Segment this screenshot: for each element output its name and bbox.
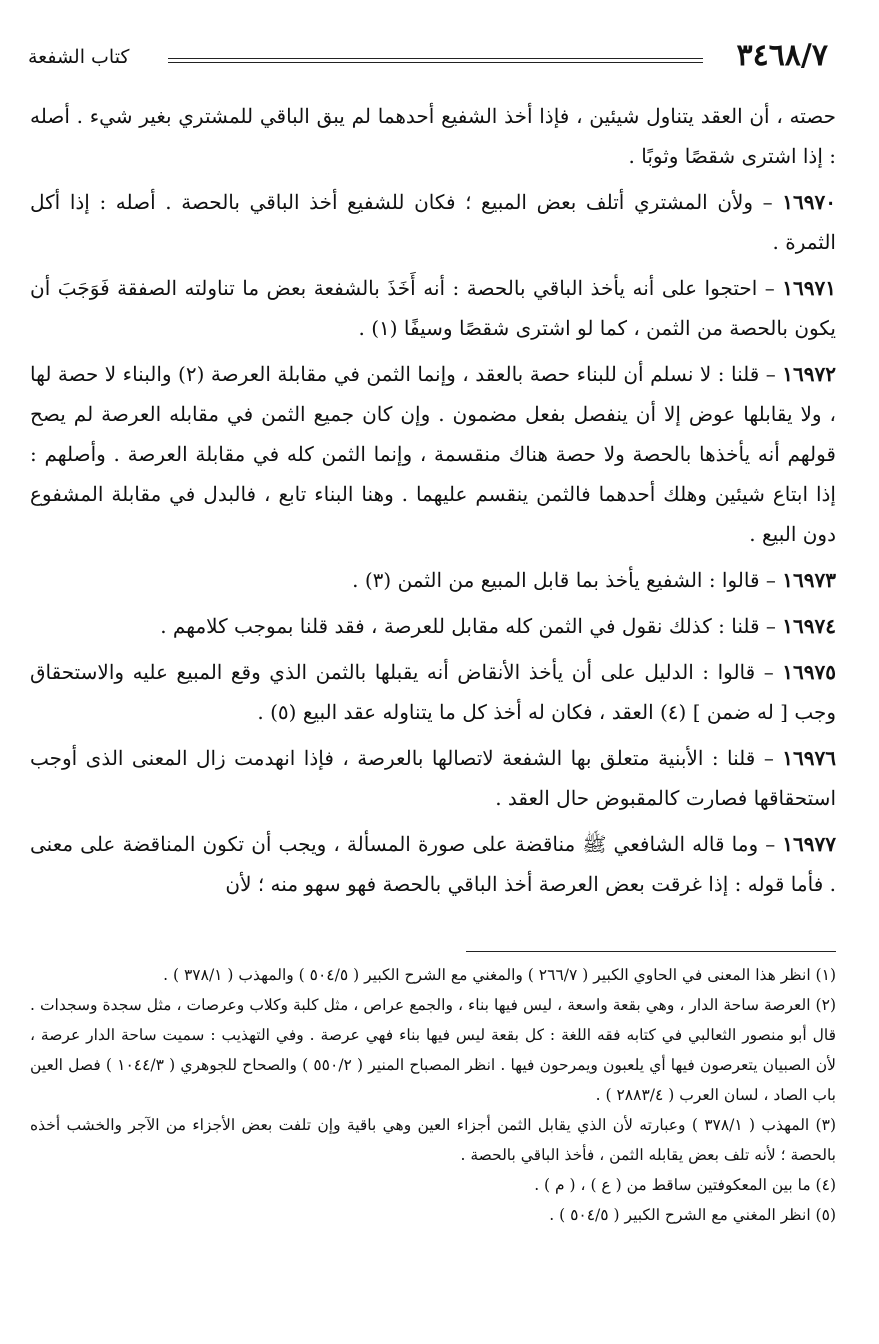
paragraph-16972 [30,354,836,554]
paragraph-16976 [30,738,836,818]
footnote-2: (٢) العرصة ساحة الدار ، وهي بقعة واسعة ، ليس فيها بناء ، والجمع عراص ، مثل كلبة وكلاب وعرصات ، مثل سجدة وسجدات . قال أبو منصور الثعالبي في كتابه فقه اللغة : كل بقعة ليس فيها بناء فهي عرصة . وفي التهذيب : سميت ساحة الدار عرصة ، لأن الصبيان يتعرصون فيها أي يلعبون ويمرحون فيها . انظر المصباح المنير ( ٥٥٠/٢ ) والصحاح للجوهري ( ١٠٤٤/٣ ) فصل العين باب الصاد ، لسان العرب ( ٢٨٨٣/٤ ) . [30,996,836,1104]
running-title: كتاب الشفعة [28,46,130,68]
paragraph-continuation [30,96,836,176]
footnotes [30,960,836,1230]
paragraph-text: – قلنا : لا نسلم أن للبناء حصة بالعقد ، وإنما الثمن في مقابلة العرصة (٢) والبناء لا حصة لها ، ولا يقابلها عوض إلا أن ينفصل بفعل مضمون . وإن كان جميع الثمن في مقابله العرصة لم يصح قولهم أنه يأخذها بالحصة ولا حصة هناك منقسمة ، وإنما الثمن كله في مقابلة العرصة . وأصلهم : إذا ابتاع شيئين وهلك أحدهما فالثمن ينقسم عليهما . وهنا البناء تابع ، فالبدل في مقابلة المشفوع دون البيع . [30,362,836,546]
paragraph-number: ١٦٩٧٢ [782,362,836,386]
header-double-rule [168,58,703,63]
footnote-3: (٣) المهذب ( ٣٧٨/١ ) وعبارته لأن الذي يقابل الثمن أجزاء العين وهي باقية وإن تلفت بعض الأجزاء من الآجر والخشب أخذه بالحصة ؛ لأنه تلف بعض يقابله الثمن ، فأخذ الباقي بالحصة . [30,1116,836,1164]
paragraph-text: – قالوا : الدليل على أن يأخذ الأنقاض أنه يقبلها بالثمن الذي وقع المبيع عليه والاستحقاق وجب [ له ضمن ] (٤) العقد ، فكان له أخذ كل ما يتناوله عقد البيع (٥) . [30,660,836,724]
paragraph-number: ١٦٩٧٧ [782,832,836,856]
paragraph-16977 [30,824,836,904]
paragraph-16975 [30,652,836,732]
page-number: ٣٤٦٨/٧ [736,38,828,73]
paragraph-text: – قالوا : الشفيع يأخذ بما قابل المبيع من الثمن (٣) . [352,568,783,592]
paragraph-16973 [30,560,836,600]
paragraph-number: ١٦٩٧٠ [782,190,836,214]
paragraph-text: – وما قاله الشافعي ﷺ مناقضة على صورة المسألة ، ويجب أن تكون المناقضة على معنى . فأما قوله : إذا غرقت بعض العرصة أخذ الباقي بالحصة فهو سهو منه ؛ لأن [30,832,836,896]
paragraph-text: – قلنا : الأبنية متعلق بها الشفعة لاتصالها بالعرصة ، فإذا انهدمت زال المعنى الذى أوجب استحقاقها فصارت كالمقبوض حال العقد . [30,746,836,810]
footnote-4: (٤) ما بين المعكوفتين ساقط من ( ع ) ، ( م ) . [534,1176,836,1194]
page-header [28,38,828,74]
paragraph-text: – احتجوا على أنه يأخذ الباقي بالحصة : أنه أَخَذَ بالشفعة بعض ما تناولته الصفقة فَوَجَبَ أن يكون بالحصة من الثمن ، كما لو اشترى شقصًا وسيفًا (١) . [30,276,836,340]
paragraph-text: حصته ، أن العقد يتناول شيئين ، فإذا أخذ الشفيع أحدهما لم يبق الباقي للمشتري بغير شيء . أصله : إذا اشترى شقصًا وثوبًا . [30,104,836,168]
main-text [30,96,836,910]
paragraph-number: ١٦٩٧٥ [782,660,836,684]
paragraph-16974 [30,606,836,646]
paragraph-text: – ولأن المشتري أتلف بعض المبيع ؛ فكان للشفيع أخذ الباقي بالحصة . أصله : إذا أكل الثمرة . [30,190,836,254]
paragraph-16970 [30,182,836,262]
footnote-separator [466,951,836,952]
paragraph-text: – قلنا : كذلك نقول في الثمن كله مقابل للعرصة ، فقد قلنا بموجب كلامهم . [160,614,783,638]
paragraph-number: ١٦٩٧١ [782,276,836,300]
paragraph-number: ١٦٩٧٣ [782,568,836,592]
footnote-1: (١) انظر هذا المعنى في الحاوي الكبير ( ٢٦٦/٧ ) والمغني مع الشرح الكبير ( ٥٠٤/٥ ) والمهذب ( ٣٧٨/١ ) . [163,966,836,984]
paragraph-number: ١٦٩٧٤ [782,614,836,638]
footnote-5: (٥) انظر المغني مع الشرح الكبير ( ٥٠٤/٥ ) . [549,1206,836,1224]
paragraph-16971 [30,268,836,348]
paragraph-number: ١٦٩٧٦ [782,746,836,770]
